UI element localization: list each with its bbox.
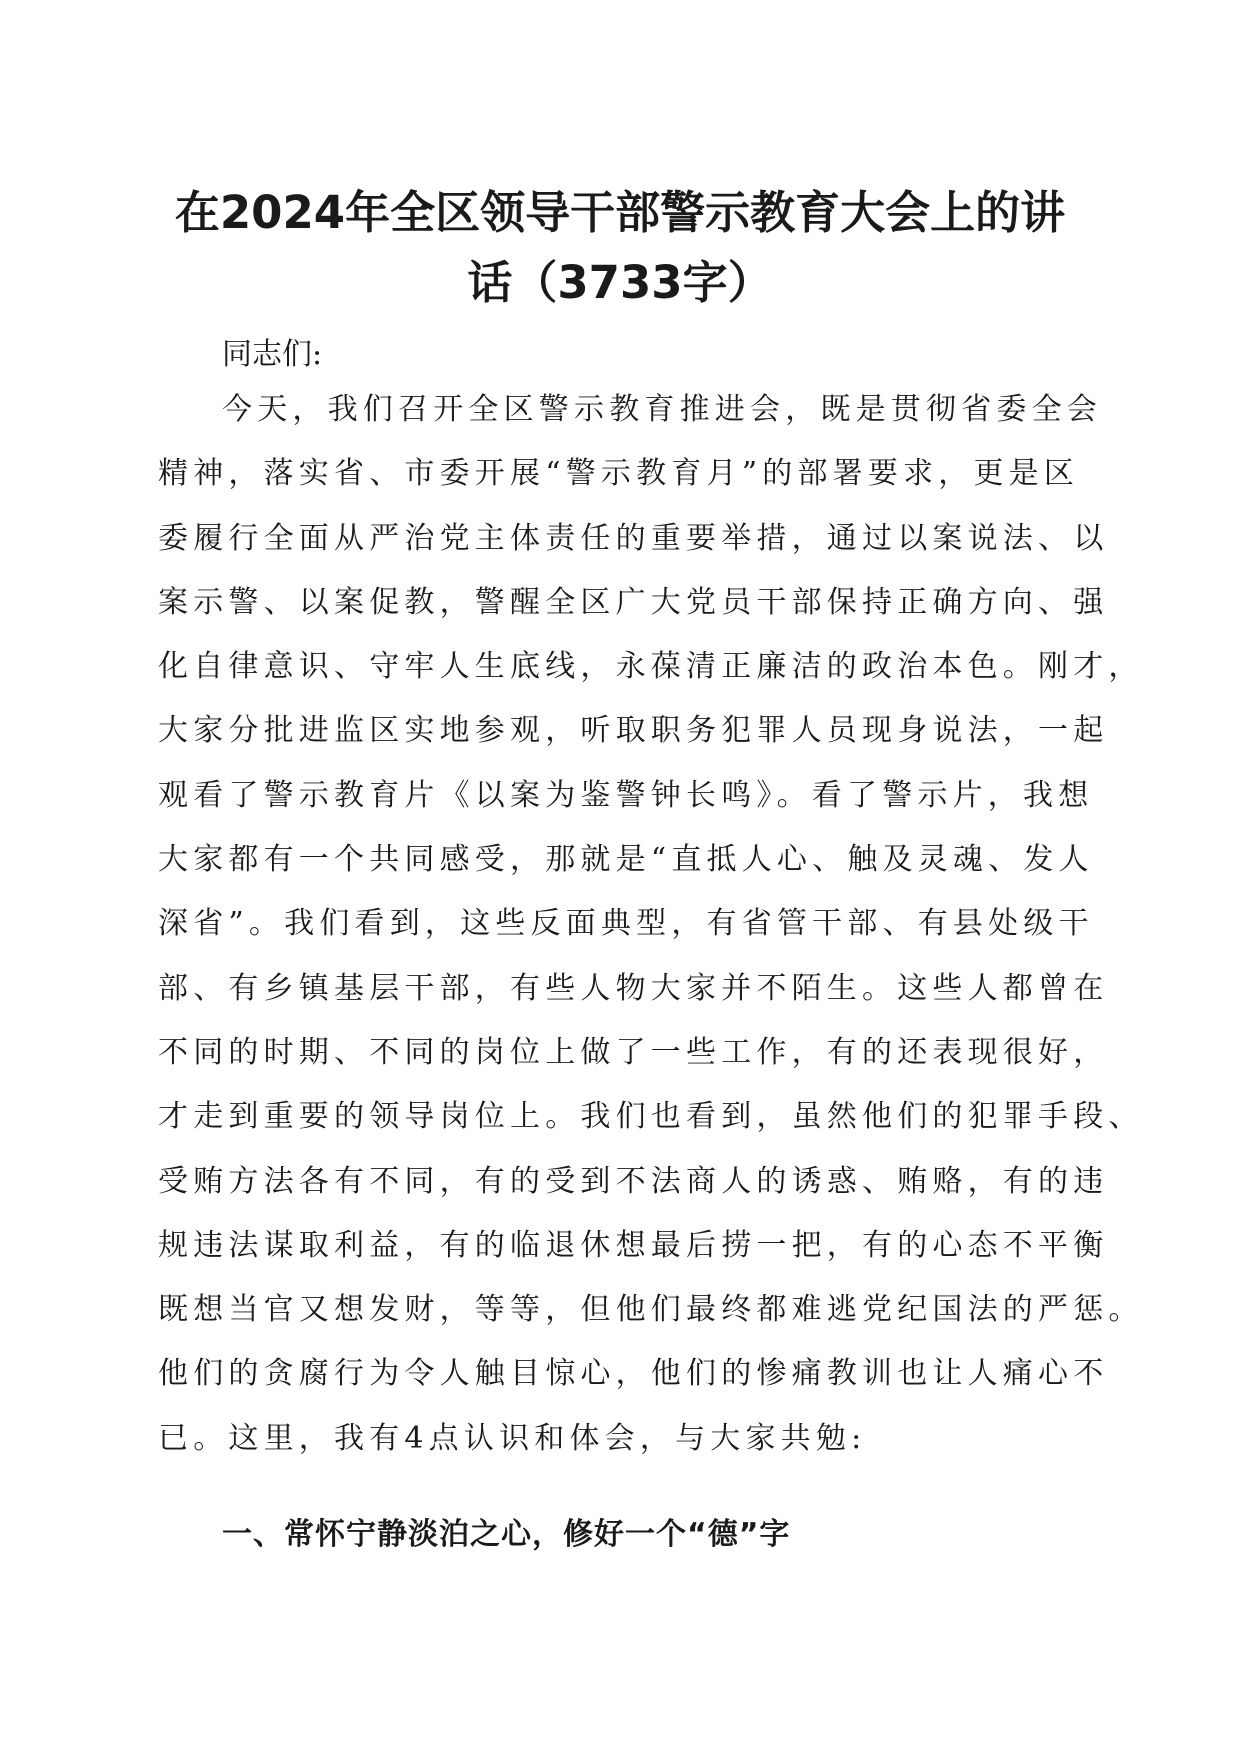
paragraph-line: 精神，落实省、市委开展“警示教育月”的部署要求，更是区 [158, 456, 1080, 492]
paragraph-line: 今天，我们召开全区警示教育推进会，既是贯彻省委全会 [222, 392, 1102, 427]
paragraph-line: 受贿方法各有不同，有的受到不法商人的诱惑、贿赂，有的违 [158, 1163, 1109, 1199]
paragraph-line: 已。这里，我有4点认识和体会，与大家共勉: [158, 1420, 867, 1456]
paragraph-line: 深省”。我们看到，这些反面典型，有省管干部、有县处级干 [158, 906, 1094, 942]
paragraph-line: 观看了警示教育片《以案为鉴警钟长鸣》。看了警示片，我想 [158, 777, 1094, 813]
paragraph-line: 才走到重要的领导岗位上。我们也看到，虽然他们的犯罪手段、 [158, 1099, 1144, 1135]
paragraph-line: 委履行全面从严治党主体责任的重要举措，通过以案说法、以 [158, 520, 1109, 556]
paragraph-line: 部、有乡镇基层干部，有些人物大家并不陌生。这些人都曾在 [158, 970, 1109, 1006]
paragraph-line: 大家都有一个共同感受，那就是“直抵人心、触及灵魂、发人 [158, 842, 1094, 878]
title-line-2: 话（3733字） [467, 256, 773, 309]
paragraph-line: 既想当官又想发财，等等，但他们最终都难逃党纪国法的严惩。 [158, 1292, 1144, 1328]
opening-paragraph [158, 378, 1144, 1471]
document-title [160, 178, 1080, 318]
section-heading-1: 一、常怀宁静淡泊之心，修好一个“德”字 [222, 1517, 791, 1552]
paragraph-line: 不同的时期、不同的岗位上做了一些工作，有的还表现很好， [158, 1034, 1109, 1070]
paragraph-line: 化自律意识、守牢人生底线，永葆清正廉洁的政治本色。刚才， [158, 649, 1144, 685]
salutation: 同志们: [222, 337, 323, 372]
paragraph-line: 规违法谋取利益，有的临退休想最后捞一把，有的心态不平衡 [158, 1227, 1109, 1263]
paragraph-line: 他们的贪腐行为令人触目惊心，他们的惨痛教训也让人痛心不 [158, 1356, 1109, 1392]
paragraph-line: 案示警、以案促教，警醒全区广大党员干部保持正确方向、强 [158, 584, 1109, 620]
paragraph-line: 大家分批进监区实地参观，听取职务犯罪人员现身说法，一起 [158, 713, 1109, 749]
title-line-1: 在2024年全区领导干部警示教育大会上的讲 [174, 186, 1066, 239]
